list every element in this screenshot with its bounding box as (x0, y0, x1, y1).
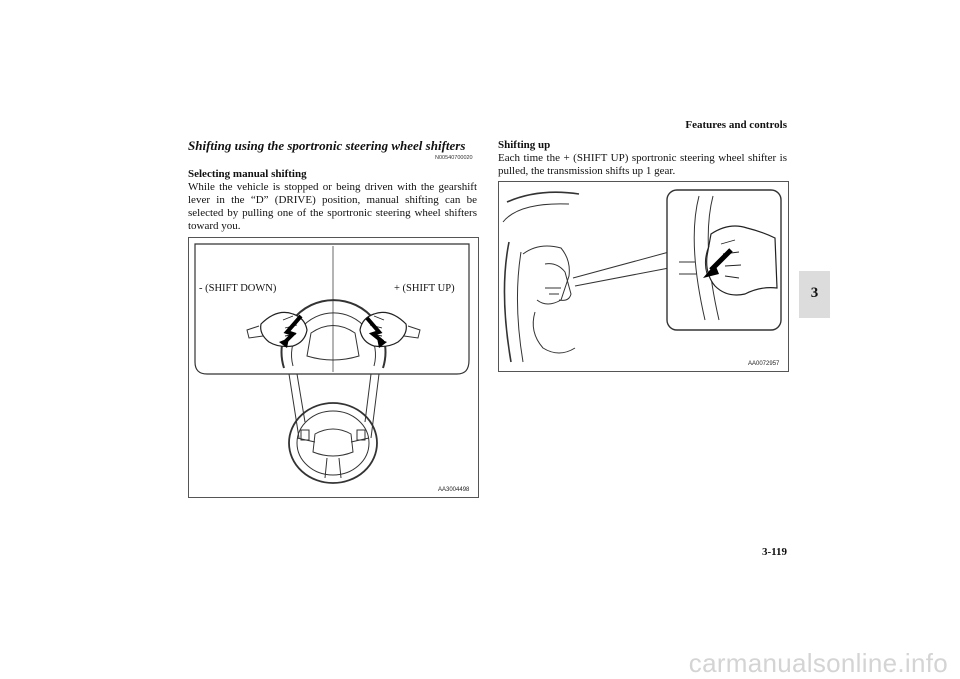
running-header: Features and controls (685, 119, 787, 131)
figure-code: AA3004498 (438, 487, 470, 493)
paragraph-shifting-up: Each time the + (SHIFT UP) sportronic steering wheel shifter is pulled, the transmission shifts up 1 gear. (498, 152, 787, 177)
page-number: 3-119 (761, 546, 787, 558)
figure-shift-up-paddle (498, 181, 789, 372)
chapter-number: 3 (810, 285, 819, 301)
steering-wheel-illustration (189, 238, 478, 497)
shift-up-label: + (SHIFT UP) (394, 283, 455, 294)
subheading-selecting-manual-shifting: Selecting manual shifting (188, 168, 307, 180)
watermark (0, 648, 960, 679)
figure-code: AA0072957 (748, 361, 780, 367)
shift-up-illustration (499, 182, 788, 371)
paragraph-manual-shifting: While the vehicle is stopped or being driven with the gearshift lever in the “D” (DRIVE) position, manual shifting can be selected by pulling one of the sportronic steering wheel shifters toward you. (188, 181, 477, 232)
subheading-shifting-up: Shifting up (498, 139, 551, 151)
shift-down-label: - (SHIFT DOWN) (199, 283, 277, 294)
section-title: Shifting using the sportronic steering wheel shifters (188, 138, 466, 153)
chapter-tab (799, 271, 830, 318)
figure-steering-wheel-shifters (188, 237, 479, 498)
watermark-text: carmanualsonline.info (688, 648, 948, 678)
section-code: N00540700020 (435, 155, 473, 161)
